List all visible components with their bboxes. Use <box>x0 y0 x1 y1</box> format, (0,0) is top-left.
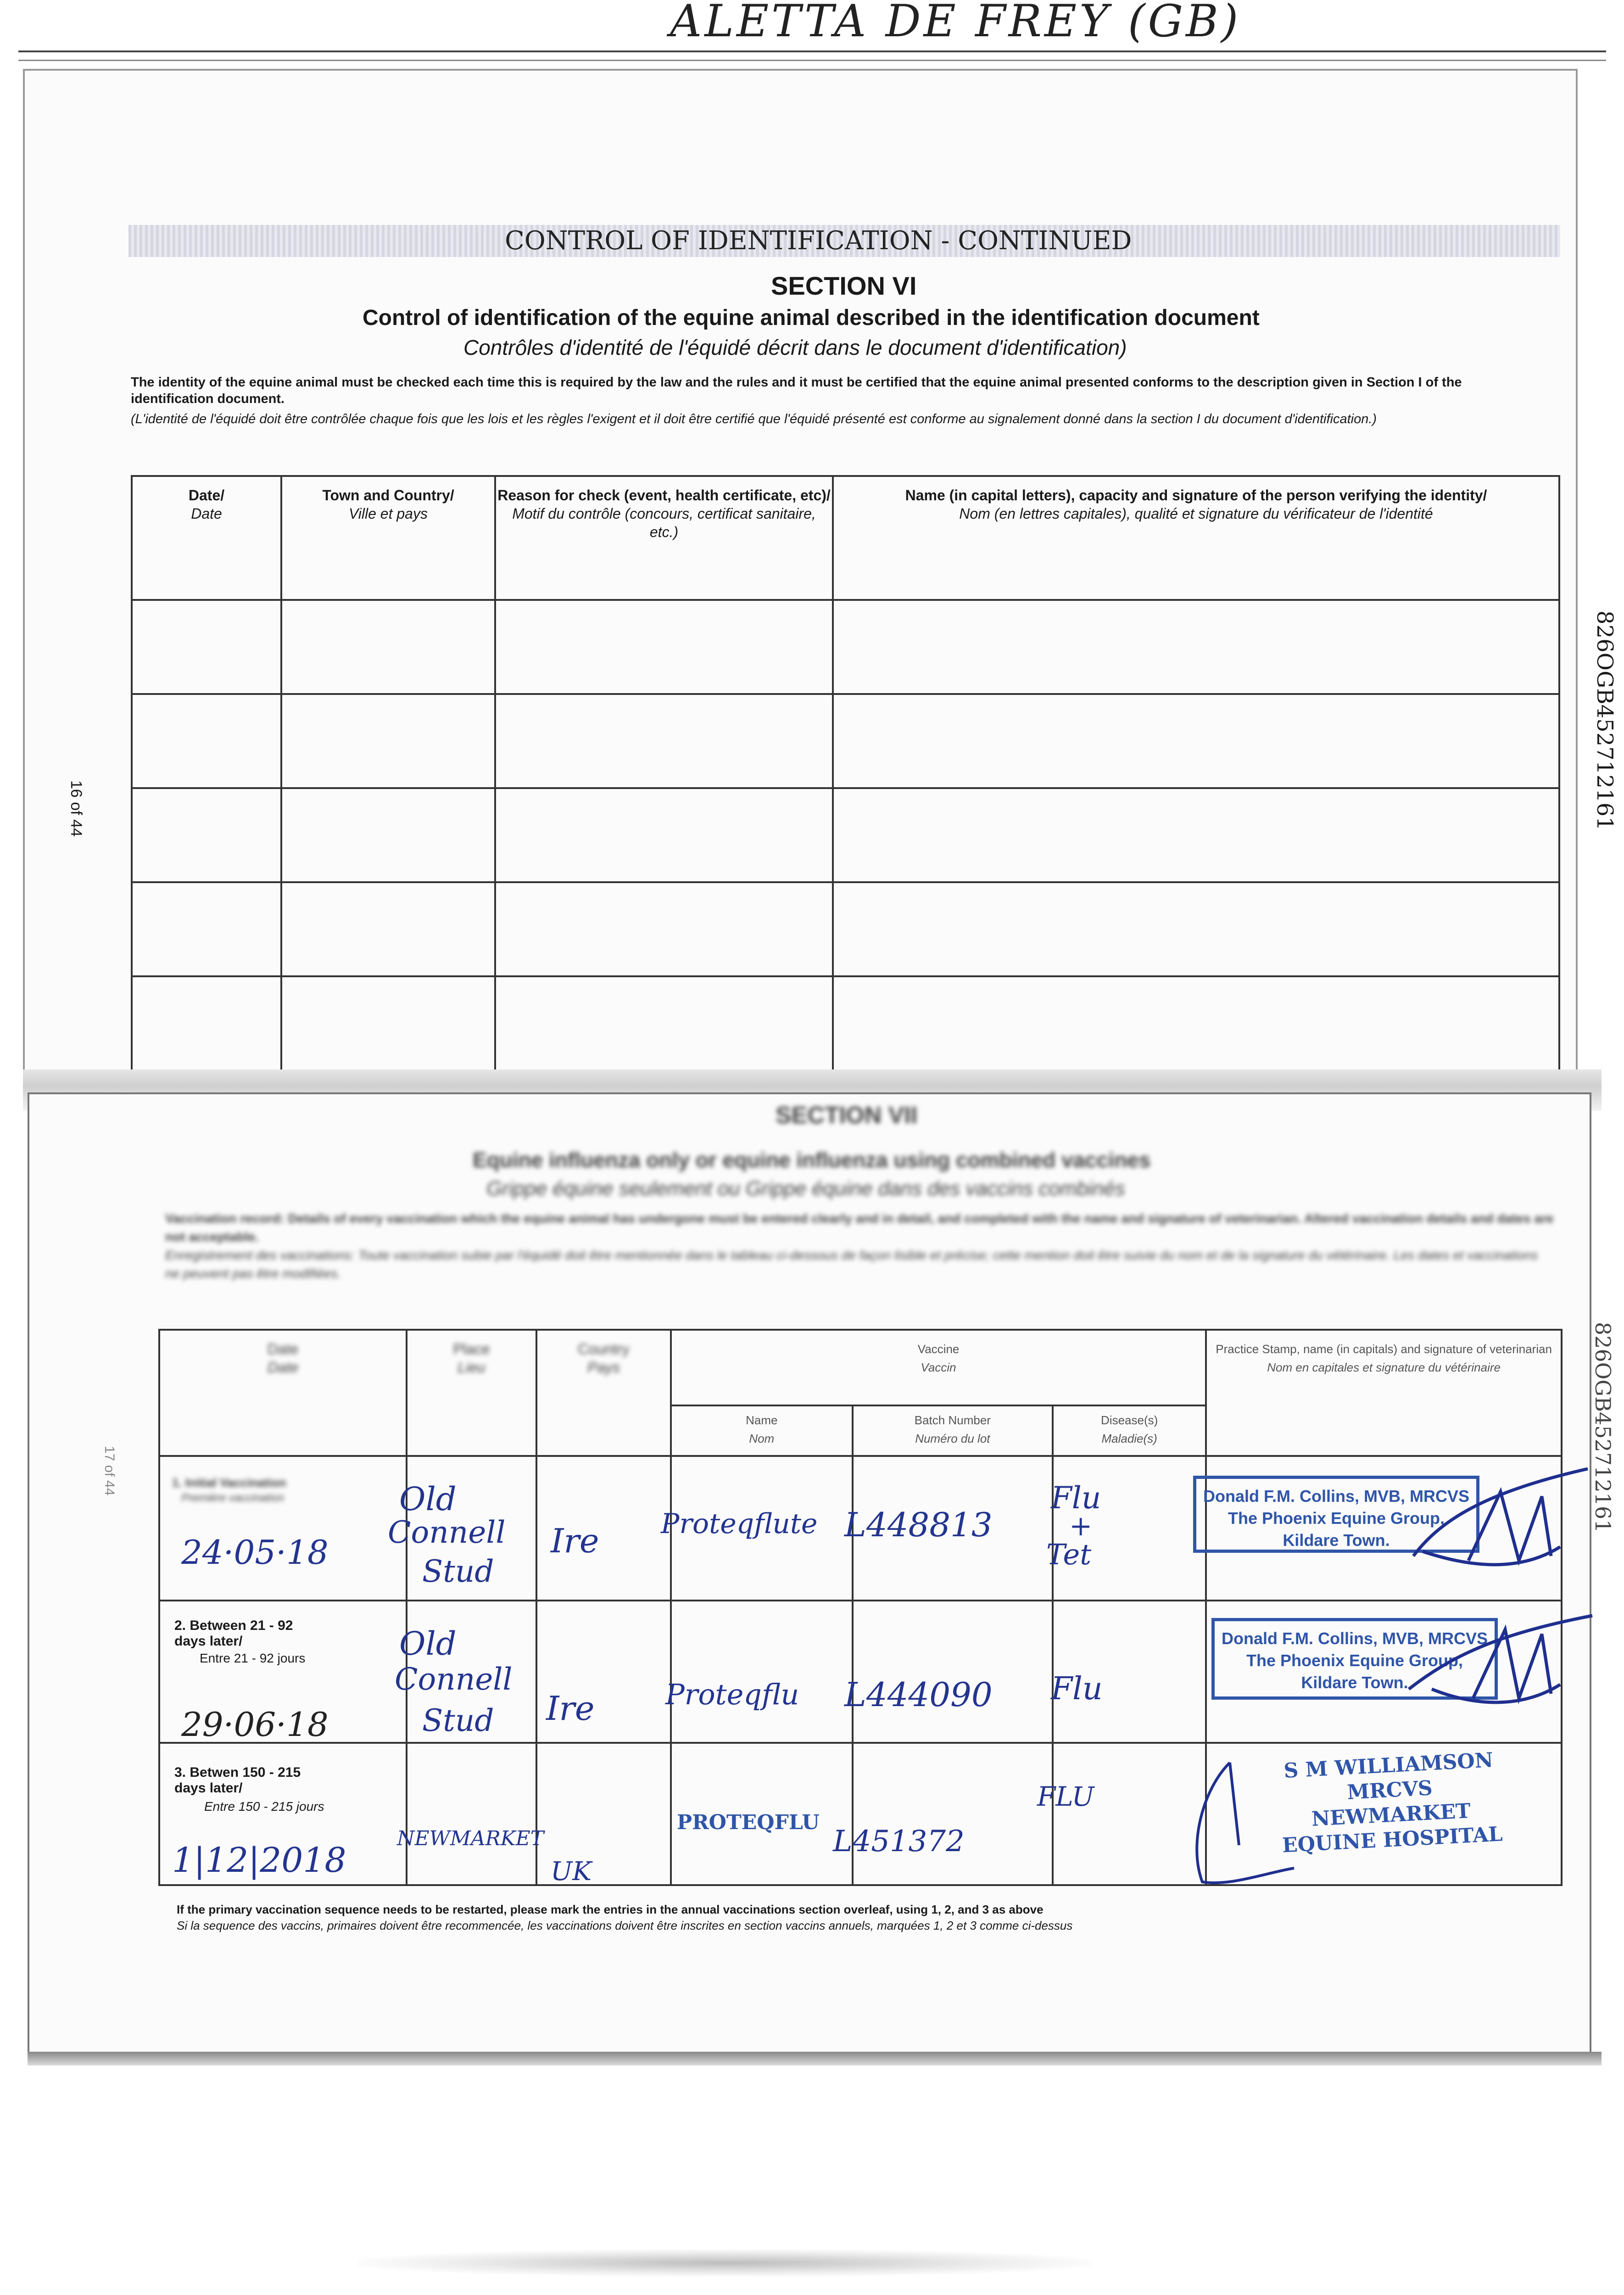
row1-place-3: Stud <box>422 1554 494 1589</box>
col-verifier-header: Name (in capital letters), capacity and signature of the person verifying the identity/ Nom (en lettres capitales), qualité et signature du vérificateur de l'identité <box>833 476 1559 600</box>
subtitle-fr: Contrôles d'identité de l'équidé décrit dans le document d'identification) <box>463 336 1127 359</box>
blurred-intro-en: Vaccination record: Details of every vaccination which the equine animal has undergone must be entered clearly and in detail, and completed with the name and signature of veterinarian. Altered vaccination details and dates are not acceptable. <box>165 1211 1554 1244</box>
row3-batch: L451372 <box>833 1825 965 1858</box>
bottom-edge <box>28 2052 1602 2066</box>
header-rule-2 <box>18 60 1606 61</box>
row2-label-fr: Entre 21 - 92 jours <box>200 1651 306 1665</box>
col-date-header: Date Date <box>159 1330 407 1456</box>
row1-disease-1: Flu <box>1051 1480 1101 1516</box>
table-row <box>132 694 1559 788</box>
footnote-en: If the primary vaccination sequence needs to be restarted, please mark the entries in the annual vaccinations section overleaf, using 1, 2, and 3 as above <box>177 1903 1044 1916</box>
row1-label-en: 1. Initial Vaccination <box>172 1476 286 1489</box>
vet-signature-2 <box>1404 1606 1597 1726</box>
row1-country: Ire <box>551 1522 599 1560</box>
row1-label-fr: Première vaccination <box>181 1492 285 1504</box>
blurred-title-fr: Grippe équine seulement ou Grippe équine dans des vaccins combinés <box>486 1177 1125 1200</box>
row1-disease-2: + <box>1069 1510 1093 1542</box>
blurred-title-en: Equine influenza only or equine influenza using combined vaccines <box>473 1148 1151 1172</box>
identity-check-table <box>131 475 1560 1074</box>
row2-label-en: 2. Between 21 - 92 days later/ <box>174 1618 293 1649</box>
vet-stamp-1: Donald F.M. Collins, MVB, MRCVS The Phoenix Equine Group, Kildare Town. <box>1193 1476 1479 1553</box>
table-row <box>132 600 1559 694</box>
side-code-lower: 826OGB452712161 <box>1591 1322 1615 1533</box>
row1-batch: L448813 <box>844 1506 993 1544</box>
footnote-fr: Si la sequence des vaccins, primaires doivent être recommencée, les vaccinations doivent être inscrites en section vaccins annuels, marquées 1, 2 et 3 comme ci-dessus <box>177 1919 1073 1932</box>
section-heading: SECTION VI <box>771 271 917 300</box>
row1-vaccine: Proteqflute <box>661 1508 818 1540</box>
vet-stamp-2: Donald F.M. Collins, MVB, MRCVS The Phoenix Equine Group, Kildare Town. <box>1211 1618 1498 1700</box>
intro-en: The identity of the equine animal must be checked each time this is required by the law and the rules and it must be certified that the equine animal presented conforms to the description given in Section I of the identification document. <box>131 375 1462 406</box>
col-country-header: Country Pays <box>536 1330 671 1456</box>
col-town-header: Town and Country/ Ville et pays <box>281 476 495 600</box>
table-row <box>132 788 1559 882</box>
header-rule <box>18 50 1606 52</box>
vet-signature-3 <box>1175 1753 1303 1900</box>
col-name-header: Name Nom <box>671 1405 853 1456</box>
handwritten-horse-name: ALETTA DE FREY (GB) <box>670 0 1241 47</box>
row2-batch: L444090 <box>844 1675 993 1714</box>
row2-place-3: Stud <box>422 1703 494 1738</box>
col-vaccine-header: Vaccine Vaccin <box>671 1330 1206 1405</box>
row3-label-en: 3. Betwen 150 - 215 days later/ <box>174 1765 301 1796</box>
row2-disease-1: Flu <box>1051 1671 1103 1707</box>
bottom-shadow <box>358 2249 1092 2277</box>
row1-disease-3: Tet <box>1046 1538 1092 1571</box>
vet-signature-1 <box>1404 1464 1597 1584</box>
subtitle-en: Control of identification of the equine animal described in the identification document <box>363 306 1260 330</box>
row3-date: 1|12|2018 <box>172 1841 346 1880</box>
vet-stamp-3: S M WILLIAMSON MRCVS NEWMARKET EQUINE HOSPITAL <box>1281 1748 1503 1858</box>
row2-country: Ire <box>546 1689 595 1728</box>
col-batch-header: Batch Number Numéro du lot <box>853 1405 1053 1456</box>
intro-fr: (L'identité de l'équidé doit être contrôlée chaque fois que les lois et les règles l'exigent et il doit être certifié que l'équidé présenté est conforme au signalement donné dans la section I du document d'identification.) <box>131 412 1377 426</box>
page-number-upper: 16 of 44 <box>67 780 85 837</box>
row2-date: 29·06·18 <box>181 1705 329 1744</box>
row1-place-1: Old <box>399 1480 457 1518</box>
row3-label-fr: Entre 150 - 215 jours <box>204 1799 324 1814</box>
blurred-section-heading: SECTION VII <box>776 1102 918 1129</box>
row3-place-2: UK <box>551 1857 592 1886</box>
row3-vaccine-stamp: PROTEQFLU <box>677 1811 820 1834</box>
row2-place-1: Old <box>399 1625 457 1662</box>
band-title: CONTROL OF IDENTIFICATION - CONTINUED <box>505 226 1132 256</box>
blurred-intro-fr: Enregistrement des vaccinations: Toute vaccination subie par l'équidé doit être mentionnée dans le tableau ci-dessous de façon lisible et précise; cette mention doit être suivie du nom et de la signature du vétérinaire. Les dates et vaccinations ne peuvent pas être modifiées. <box>165 1248 1538 1281</box>
row2-place-2: Connell <box>395 1662 513 1697</box>
col-date-header: Date/ Date <box>132 476 281 600</box>
row3-disease-1: FLU <box>1037 1781 1094 1812</box>
col-reason-header: Reason for check (event, health certificate, etc)/ Motif du contrôle (concours, certificat sanitaire, etc.) <box>495 476 833 600</box>
page-number-lower: 17 of 44 <box>102 1446 117 1496</box>
row1-date: 24·05·18 <box>181 1533 329 1572</box>
col-vet-header: Practice Stamp, name (in capitals) and signature of veterinarian Nom en capitales et signature du vétérinaire <box>1206 1330 1562 1456</box>
col-place-header: Place Lieu <box>407 1330 536 1456</box>
table-row <box>132 976 1559 1073</box>
table-row <box>132 882 1559 976</box>
row3-place-1: NEWMARKET <box>397 1827 544 1850</box>
col-disease-header: Disease(s) Maladie(s) <box>1053 1405 1206 1456</box>
row1-place-2: Connell <box>388 1515 506 1550</box>
side-code-upper: 826OGB452712161 <box>1592 610 1618 831</box>
row2-vaccine: Proteqflu <box>665 1678 799 1711</box>
